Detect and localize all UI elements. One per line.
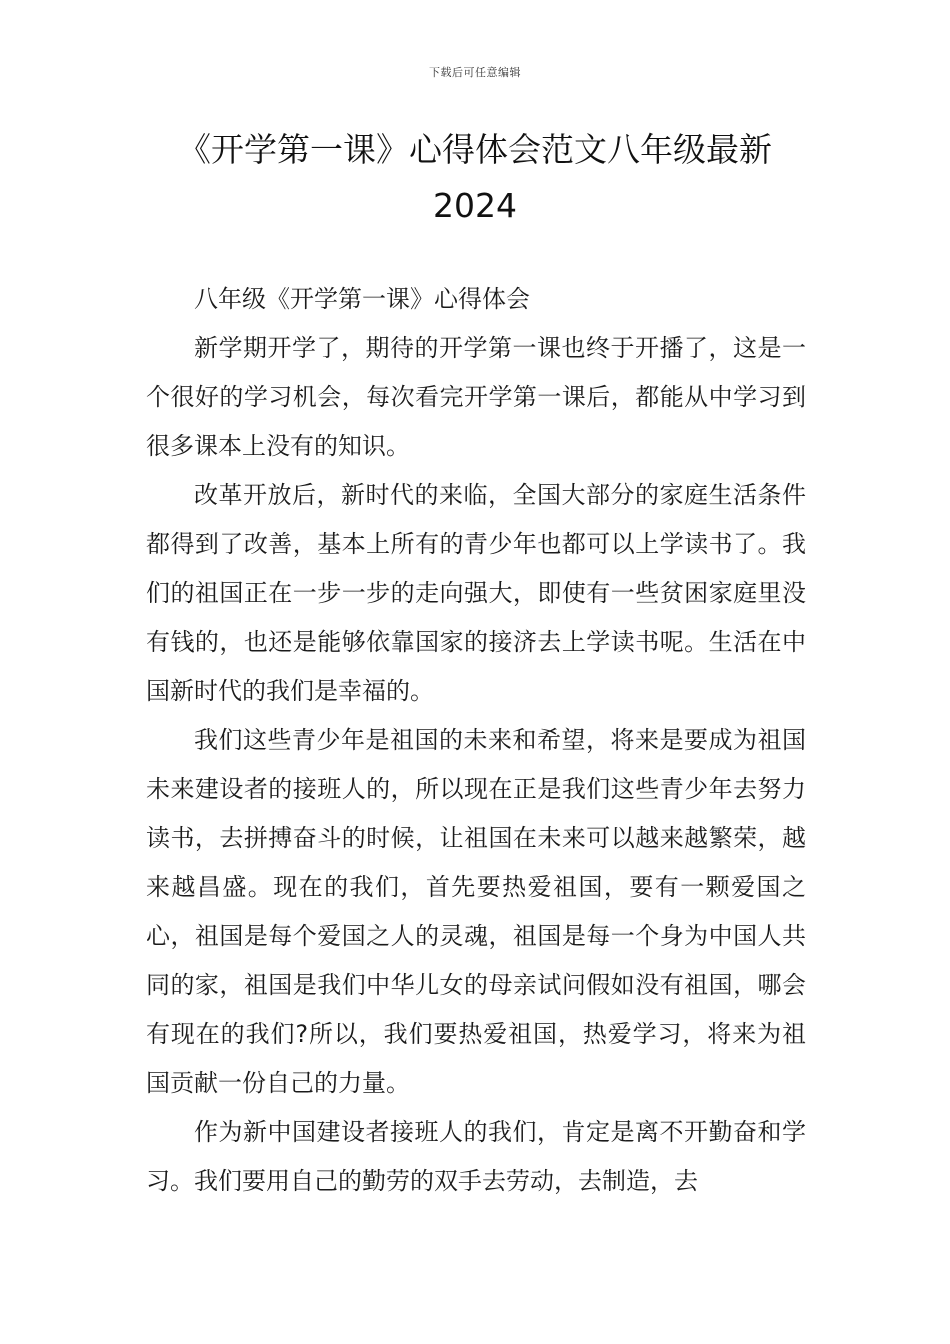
body-paragraph: 作为新中国建设者接班人的我们，肯定是离不开勤奋和学习。我们要用自己的勤劳的双手去劳动，去制造，去 <box>146 1118 806 1195</box>
document-title-line-1: 《开学第一课》心得体会范文八年级最新 <box>178 130 772 169</box>
document-title <box>120 122 830 234</box>
document-body <box>146 275 806 1206</box>
page-header-note: 下载后可任意编辑 <box>429 66 521 79</box>
body-paragraph: 新学期开学了，期待的开学第一课也终于开播了，这是一个很好的学习机会，每次看完开学第一课后，都能从中学习到很多课本上没有的知识。 <box>146 334 806 460</box>
body-paragraph: 改革开放后，新时代的来临，全国大部分的家庭生活条件都得到了改善，基本上所有的青少年也都可以上学读书了。我们的祖国正在一步一步的走向强大，即使有一些贫困家庭里没有钱的，也还是能够依靠国家的接济去上学读书呢。生活在中国新时代的我们是幸福的。 <box>146 481 806 705</box>
document-title-line-2: 2024 <box>433 186 517 225</box>
body-paragraph: 我们这些青少年是祖国的未来和希望，将来是要成为祖国未来建设者的接班人的，所以现在正是我们这些青少年去努力读书，去拼搏奋斗的时候，让祖国在未来可以越来越繁荣，越来越昌盛。现在的我们，首先要热爱祖国，要有一颗爱国之心，祖国是每个爱国之人的灵魂，祖国是每一个身为中国人共同的家，祖国是我们中华儿女的母亲试问假如没有祖国，哪会有现在的我们?所以，我们要热爱祖国，热爱学习，将来为祖国贡献一份自己的力量。 <box>146 726 806 1097</box>
section-subtitle: 八年级《开学第一课》心得体会 <box>194 285 530 313</box>
